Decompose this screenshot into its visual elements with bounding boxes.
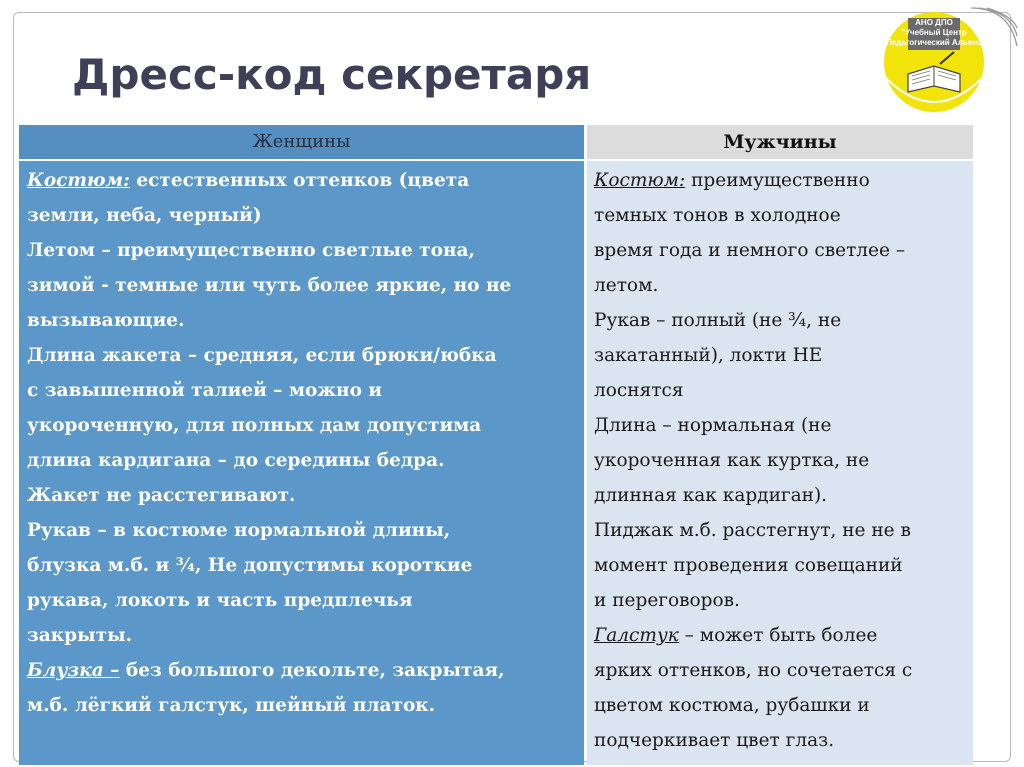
men-header [587, 125, 973, 161]
logo-line-3: "Педагогический Альянс" [882, 38, 986, 47]
women-text-line [27, 233, 582, 268]
women-text-line [27, 163, 582, 198]
men-header-label: Мужчины [723, 131, 837, 153]
slide-title: Дресс-код секретаря [72, 50, 592, 99]
men-line-text: и переговоров. [594, 590, 740, 611]
women-line-heading: Блузка – [27, 660, 120, 681]
men-text-line [594, 618, 972, 653]
women-line-text: Летом – преимущественно светлые тона, [27, 240, 475, 261]
men-text-line [594, 653, 972, 688]
women-line-text: естественных оттенков (цвета [129, 170, 470, 191]
women-line-text: с завышенной талией – можно и [27, 380, 383, 401]
women-line-text: зимой - темные или чуть более яркие, но не [27, 275, 512, 296]
men-line-text: Длина – нормальная (не [594, 415, 832, 436]
women-text-line [27, 583, 582, 618]
women-text-line [27, 513, 582, 548]
women-text-line [27, 373, 582, 408]
men-line-text: Пиджак м.б. расстегнут, не не в [594, 520, 911, 541]
men-text-line [594, 338, 972, 373]
women-text-line [27, 688, 582, 723]
men-text-line [594, 233, 972, 268]
men-line-text: момент проведения совещаний [594, 555, 903, 576]
men-line-heading: Галстук [594, 625, 679, 646]
women-line-text: Рукав – в костюме нормальной длины, [27, 520, 451, 541]
men-line-text: темных тонов в холодное [594, 205, 841, 226]
men-text-line [594, 268, 972, 303]
women-text-line [27, 303, 582, 338]
men-text-line [594, 513, 972, 548]
organization-logo [880, 8, 988, 116]
women-line-text: длина кардигана – до середины бедра. [27, 450, 445, 471]
men-text-line [594, 688, 972, 723]
men-line-text: время года и немного светлее – [594, 240, 906, 261]
men-text-line [594, 408, 972, 443]
women-cell [27, 163, 582, 723]
men-line-text: цветом костюма, рубашки и [594, 695, 870, 716]
women-text-line [27, 408, 582, 443]
men-text-line [594, 443, 972, 478]
dress-code-table [19, 125, 973, 765]
men-text-line [594, 723, 972, 758]
men-line-text: летом. [594, 275, 659, 296]
men-line-text: длинная как кардиган). [594, 485, 828, 506]
men-line-text: укороченная как куртка, не [594, 450, 870, 471]
men-line-text: преимущественно [685, 170, 870, 191]
men-line-text: ярких оттенков, но сочетается с [594, 660, 913, 681]
men-text-line [594, 548, 972, 583]
women-text-line [27, 548, 582, 583]
logo-line-1: АНО ДПО [915, 18, 953, 27]
men-text-line [594, 373, 972, 408]
women-line-text: земли, неба, черный) [27, 205, 262, 226]
women-text-line [27, 338, 582, 373]
men-line-text: подчеркивает цвет глаз. [594, 730, 835, 751]
men-text-line [594, 478, 972, 513]
women-text-line [27, 618, 582, 653]
women-line-text: закрыты. [27, 625, 133, 646]
women-text-line [27, 443, 582, 478]
women-header [19, 125, 584, 161]
men-cell [594, 163, 972, 758]
women-line-text: Длина жакета – средняя, если брюки/юбка [27, 345, 497, 366]
men-text-line [594, 303, 972, 338]
women-header-label: Женщины [252, 131, 351, 152]
women-line-heading: Костюм: [27, 170, 130, 191]
women-text-line [27, 478, 582, 513]
women-line-text: рукава, локоть и часть предплечья [27, 590, 413, 611]
women-line-text: укороченную, для полных дам допустима [27, 415, 482, 436]
men-text-line [594, 163, 972, 198]
men-line-text: – может быть более [678, 625, 878, 646]
men-line-heading: Костюм: [594, 170, 686, 191]
women-line-text: без большого декольте, закрытая, [119, 660, 505, 681]
women-text-line [27, 653, 582, 688]
women-line-text: Жакет не расстегивают. [27, 485, 296, 506]
women-line-text: м.б. лёгкий галстук, шейный платок. [27, 695, 436, 716]
women-line-text: вызывающие. [27, 310, 185, 331]
men-line-text: лоснятся [594, 380, 684, 401]
women-text-line [27, 198, 582, 233]
men-text-line [594, 583, 972, 618]
men-line-text: закатанный), локти НЕ [594, 345, 823, 366]
men-line-text: Рукав – полный (не ¾, не [594, 310, 842, 331]
men-text-line [594, 198, 972, 233]
women-line-text: блузка м.б. и ¾, Не допустимы короткие [27, 555, 473, 576]
logo-line-2: "Учебный Центр [901, 28, 967, 37]
women-text-line [27, 268, 582, 303]
